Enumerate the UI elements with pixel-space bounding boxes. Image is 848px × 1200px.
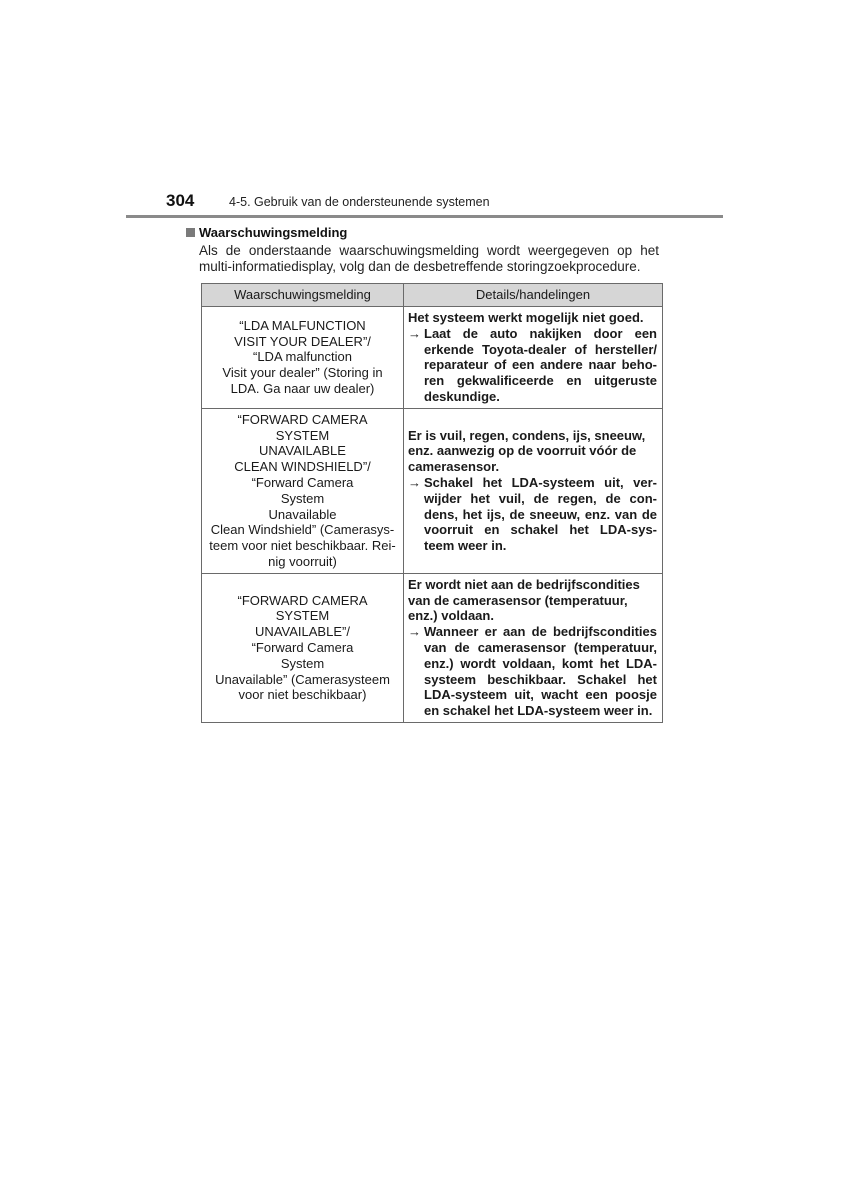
arrow-icon: → [408,325,421,341]
table-row [202,408,663,573]
intro-line-1: Als de onderstaande waarschuwingsmelding wordt weergegeven op het [199,243,659,258]
column-header-details: Details/handelingen [404,284,663,307]
detail-text: Het systeem werkt mogelijk niet goed. [408,310,644,325]
section-title: 4-5. Gebruik van de ondersteunende systemen [229,195,490,209]
detail-text: Er wordt niet aan de bedrijfscondities van de camerasensor (temperatuur, enz.) voldaan. [408,576,640,624]
table-row [202,307,663,409]
warning-message-cell: “LDA MALFUNCTION VISIT YOUR DEALER”/ “LDA malfunction Visit your dealer” (Storing in LDA. Ga naar uw dealer) [202,307,404,409]
column-header-message: Waarschuwingsmelding [202,284,404,307]
detail-text: Er is vuil, regen, condens, ijs, sneeuw, enz. aanwezig op de voorruit vóór de camerasensor. [408,427,646,475]
arrow-icon: → [408,624,421,640]
intro-paragraph [199,243,659,275]
warning-message-cell: “FORWARD CAMERA SYSTEM UNAVAILABLE CLEAN WINDSHIELD”/ “Forward Camera System Unavailable Clean Windshield” (Camerasys- teem voor niet beschikbaar. Rei- nig voorruit) [202,408,404,573]
details-cell [404,307,663,409]
intro-line-2: multi-informatiedisplay, volg dan de desbetreffende storingzoekprocedure. [199,259,641,274]
square-bullet-icon [186,228,195,237]
details-cell [404,408,663,573]
details-cell [404,573,663,722]
action-text: Schakel het LDA-systeem uit, ver-wijder het vuil, de regen, de con-dens, het ijs, de sneeuw, enz. van de voorruit en schakel het LDA-sys-teem weer in. [424,474,657,554]
heading-text: Waarschuwingsmelding [199,225,348,240]
warning-message-cell: “FORWARD CAMERA SYSTEM UNAVAILABLE”/ “Forward Camera System Unavailable” (Camerasysteem voor niet beschikbaar) [202,573,404,722]
action-text: Laat de auto nakijken door een erkende Toyota-dealer of hersteller/ reparateur of een andere naar beho-ren gekwalificeerde en uitgeruste deskundige. [424,325,657,404]
arrow-icon: → [408,474,421,490]
action-item [408,624,657,719]
page-number: 304 [166,191,195,210]
action-text: Wanneer er aan de bedrijfscondities van de camerasensor (temperatuur, enz.) wordt voldaan, komt het LDA-systeem beschikbaar. Schakel het LDA-systeem uit, wacht een poosje en schakel het LDA-systeem weer in. [424,624,657,719]
table-header-row [202,284,663,307]
page-header [126,191,723,217]
warning-table [201,283,663,723]
header-rule [126,215,723,218]
table-row [202,573,663,722]
action-item [408,475,657,554]
action-item [408,326,657,405]
section-heading [186,225,347,240]
